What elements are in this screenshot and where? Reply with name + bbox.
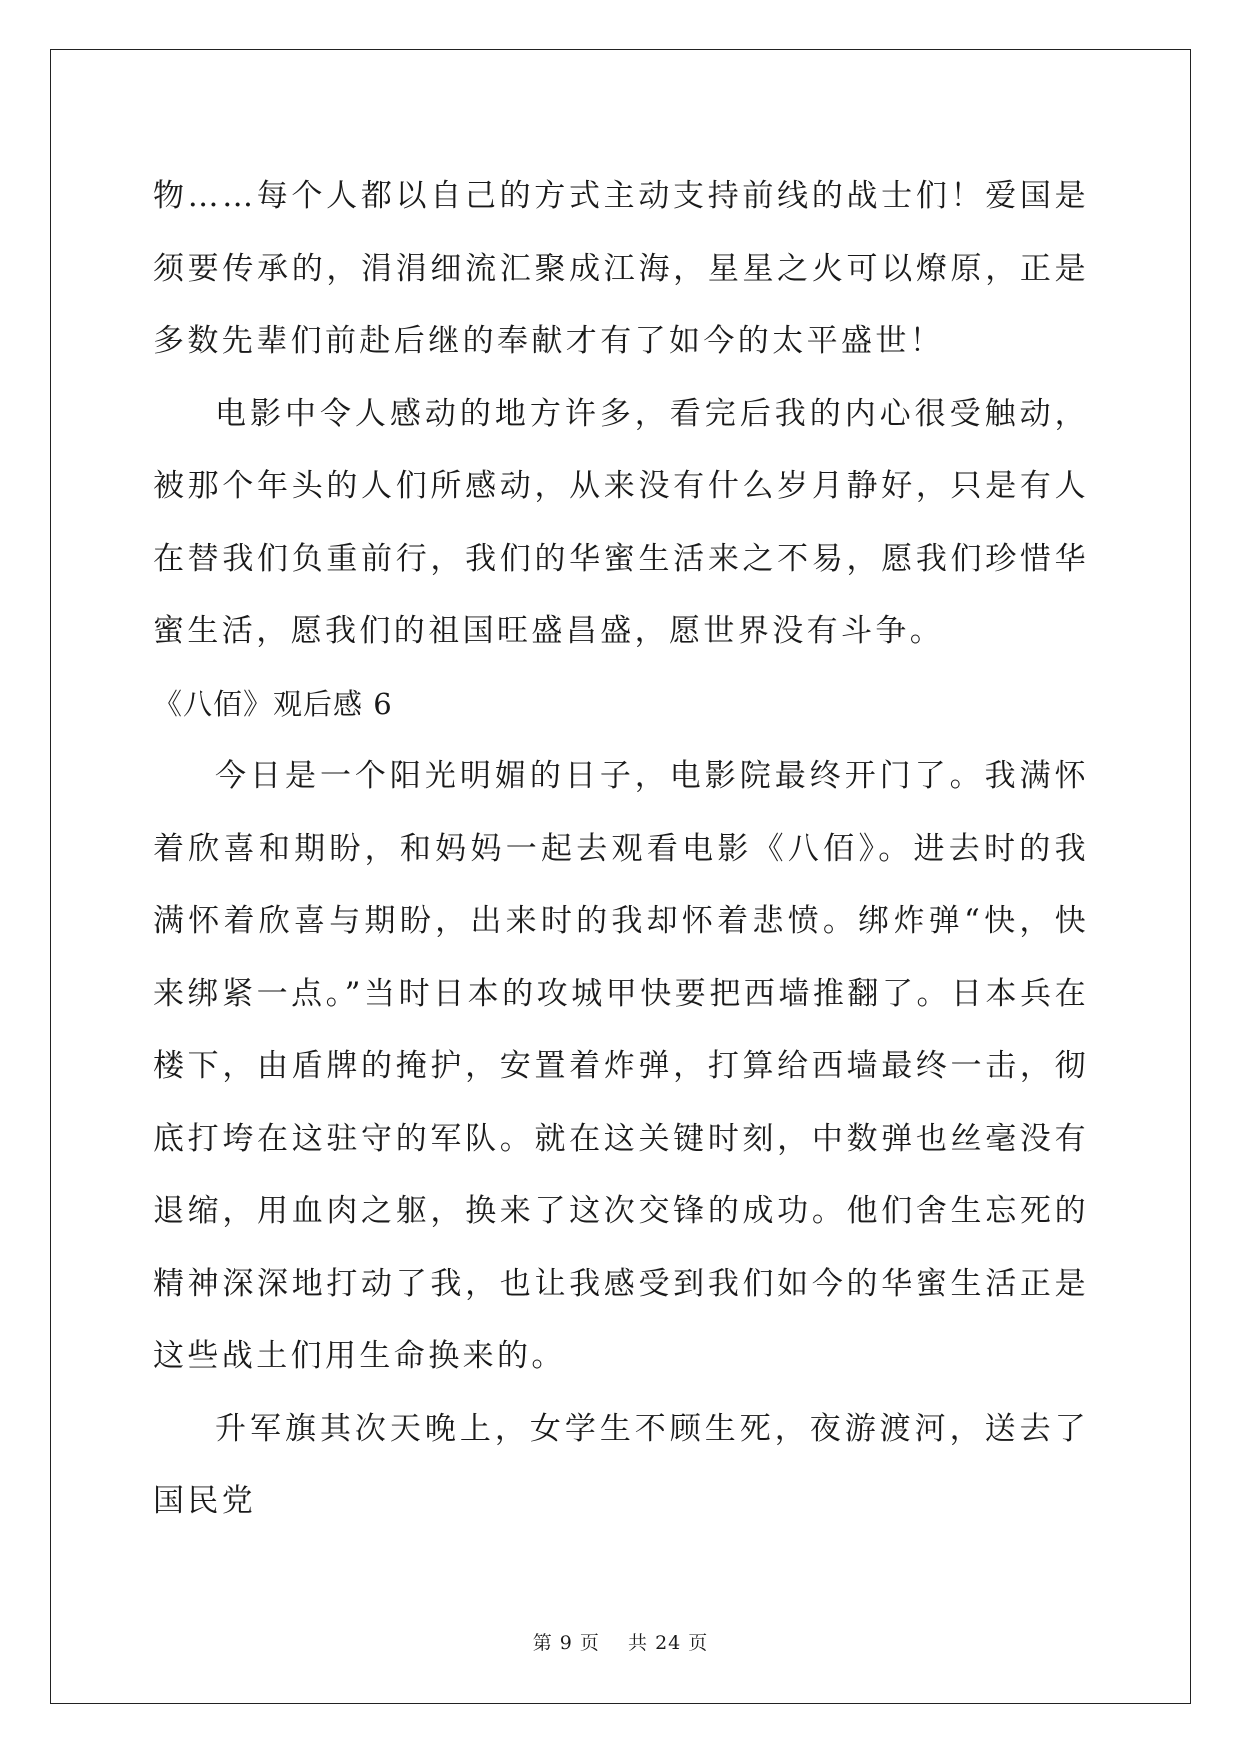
paragraph: 今日是一个阳光明媚的日子，电影院最终开门了。我满怀着欣喜和期盼，和妈妈一起去观看电影《八佰》。进去时的我满怀着欣喜与期盼，出来时的我却怀着悲愤。绑炸弹“快，快来绑紧一点。”当时日本的攻城甲快要把西墙推翻了。日本兵在楼下，由盾牌的掩护，安置着炸弹，打算给西墙最终一击，彻底打垮在这驻守的军队。就在这关键时刻，中数弹也丝毫没有退缩，用血肉之躯，换来了这次交锋的成功。他们舍生忘死的精神深深地打动了我，也让我感受到我们如今的华蜜生活正是这些战土们用生命换来的。 xyxy=(153,758,1089,1374)
page-total: 共 24 页 xyxy=(628,1632,709,1654)
paragraph-continuation: 物……每个人都以自己的方式主动支持前线的战士们！爱国是须要传承的，涓涓细流汇聚成江海，星星之火可以燎原，正是多数先辈们前赴后继的奉献才有了如今的太平盛世！ xyxy=(153,178,1089,359)
page-number: 第 9 页 xyxy=(532,1632,600,1654)
section-heading: 《八佰》观后感 6 xyxy=(153,686,393,721)
paragraph: 电影中令人感动的地方许多，看完后我的内心很受触动，被那个年头的人们所感动，从来没有什么岁月静好，只是有人在替我们负重前行，我们的华蜜生活来之不易，愿我们珍惜华蜜生活，愿我们的祖国旺盛昌盛，愿世界没有斗争。 xyxy=(153,395,1089,649)
paragraph: 升军旗其次天晚上，女学生不顾生死，夜游渡河，送去了国民党 xyxy=(153,1410,1089,1519)
document-body xyxy=(153,160,1089,1538)
page-footer xyxy=(0,1628,1241,1655)
